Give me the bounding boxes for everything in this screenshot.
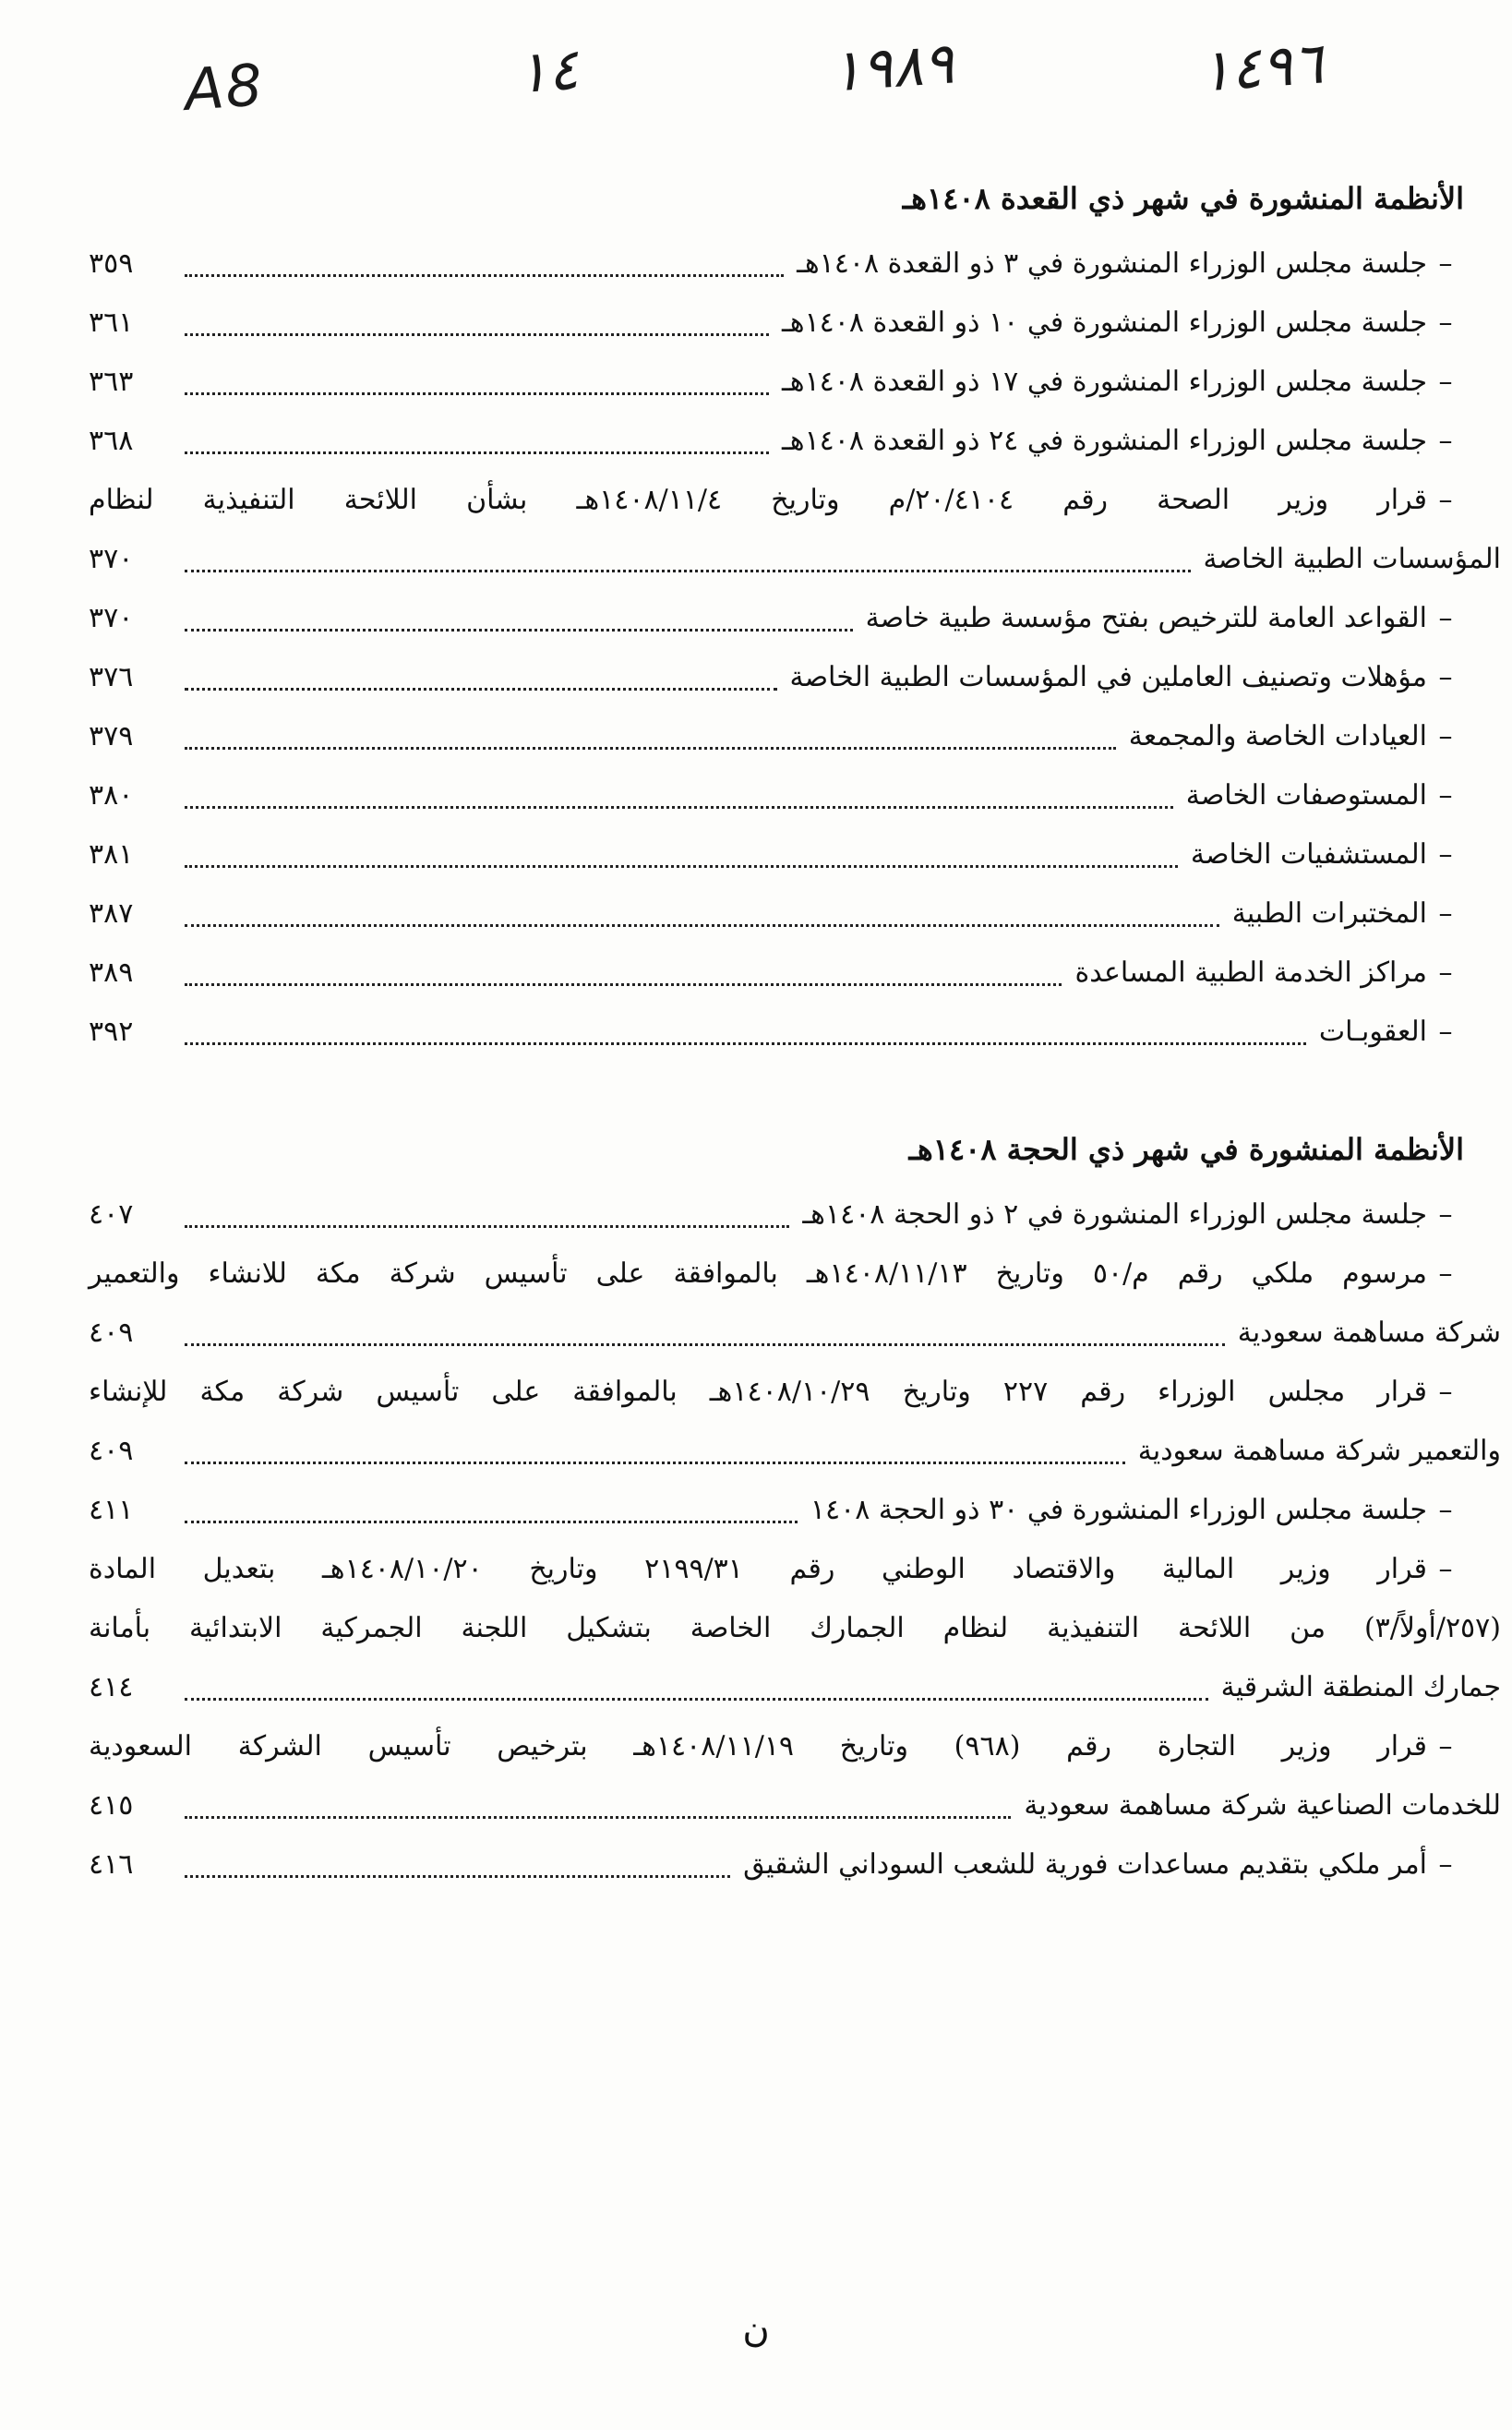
entry-text-continuation: شركة مساهمة سعودية bbox=[1237, 1317, 1501, 1349]
entry-text: جلسة مجلس الوزراء المنشورة في ٢٤ ذو القعدة ١٤٠٨هـ bbox=[781, 425, 1427, 457]
toc-entry-continuation bbox=[89, 530, 1501, 589]
entry-page: ٣٧٠ bbox=[89, 602, 134, 634]
entry-text: قرار وزير المالية والاقتصاد الوطني رقم ٢١٩٩/٣١ وتاريخ ١٤٠٨/١٠/٢٠هـ بتعديل المادة bbox=[89, 1553, 1427, 1585]
entry-page: ٤٠٩ bbox=[89, 1435, 134, 1467]
toc-entry: – مؤهلات وتصنيف العاملين في المؤسسات الطبية الخاصة ٣٧٦ bbox=[89, 648, 1464, 707]
toc-entry: – جلسة مجلس الوزراء المنشورة في ٢٤ ذو القعدة ١٤٠٨هـ ٣٦٨ bbox=[89, 412, 1464, 471]
handwritten-annotations bbox=[0, 28, 1512, 129]
entry-text: جلسة مجلس الوزراء المنشورة في ٣٠ ذو الحجة ١٤٠٨ bbox=[810, 1494, 1427, 1526]
toc-entry-continuation bbox=[89, 1776, 1501, 1835]
section-title: الأنظمة المنشورة في شهر ذي الحجة ١٤٠٨هـ bbox=[908, 1132, 1464, 1167]
toc-entry-continuation bbox=[89, 1304, 1501, 1363]
entry-page: ٤١٤ bbox=[89, 1671, 134, 1703]
entry-text: المختبرات الطبية bbox=[1231, 897, 1427, 930]
entry-page: ٣٦٨ bbox=[89, 425, 134, 457]
entry-text: جلسة مجلس الوزراء المنشورة في ٢ ذو الحجة ١٤٠٨هـ bbox=[802, 1198, 1427, 1231]
entry-text-continuation: المؤسسات الطبية الخاصة bbox=[1203, 543, 1501, 575]
entry-text: المستشفيات الخاصة bbox=[1190, 838, 1427, 871]
entry-text-continuation: جمارك المنطقة الشرقية bbox=[1220, 1671, 1501, 1703]
entry-page: ٤١٥ bbox=[89, 1789, 134, 1822]
entry-page: ٤١٦ bbox=[89, 1848, 134, 1881]
toc-entry: – مراكز الخدمة الطبية المساعدة ٣٨٩ bbox=[89, 944, 1464, 1003]
toc-entry: – قرار وزير التجارة رقم (٩٦٨) وتاريخ ١٤٠٨/١١/١٩هـ بترخيص تأسيس الشركة السعودية bbox=[89, 1717, 1464, 1776]
entry-page: ٣٨١ bbox=[89, 838, 134, 871]
entry-page: ٣٥٩ bbox=[89, 247, 134, 280]
toc-entry: – المختبرات الطبية ٣٨٧ bbox=[89, 884, 1464, 944]
toc-entry-continuation bbox=[89, 1658, 1501, 1717]
handwritten-code: A8 bbox=[182, 51, 267, 124]
toc-entry-continuation bbox=[89, 1422, 1501, 1481]
entry-text-continuation: والتعمير شركة مساهمة سعودية bbox=[1137, 1435, 1501, 1467]
entry-page: ٤١١ bbox=[89, 1494, 134, 1526]
toc-entry: – جلسة مجلس الوزراء المنشورة في ٣ ذو القعدة ١٤٠٨هـ ٣٥٩ bbox=[89, 235, 1464, 294]
entry-text: مؤهلات وتصنيف العاملين في المؤسسات الطبية الخاصة bbox=[789, 661, 1427, 693]
entry-text: المستوصفات الخاصة bbox=[1185, 779, 1427, 812]
handwritten-number: ١٤ bbox=[514, 34, 582, 107]
toc-entry: – جلسة مجلس الوزراء المنشورة في ٢ ذو الحجة ١٤٠٨هـ ٤٠٧ bbox=[89, 1185, 1464, 1245]
toc-entry: – قرار مجلس الوزراء رقم ٢٢٧ وتاريخ ١٤٠٨/١٠/٢٩هـ بالموافقة على تأسيس شركة مكة للإنشاء bbox=[89, 1363, 1464, 1422]
entry-text: قرار مجلس الوزراء رقم ٢٢٧ وتاريخ ١٤٠٨/١٠/٢٩هـ بالموافقة على تأسيس شركة مكة للإنشاء bbox=[89, 1376, 1427, 1408]
entry-page: ٤٠٩ bbox=[89, 1317, 134, 1349]
toc-entry: – أمر ملكي بتقديم مساعدات فورية للشعب السوداني الشقيق ٤١٦ bbox=[89, 1835, 1464, 1895]
entry-text: قرار وزير التجارة رقم (٩٦٨) وتاريخ ١٤٠٨/١١/١٩هـ بترخيص تأسيس الشركة السعودية bbox=[89, 1730, 1427, 1762]
table-of-contents bbox=[89, 175, 1501, 1895]
toc-entry: – العقوبـات ٣٩٢ bbox=[89, 1003, 1464, 1062]
handwritten-year: ١٩٨٩ bbox=[828, 29, 956, 105]
entry-text: العيادات الخاصة والمجمعة bbox=[1128, 720, 1427, 752]
toc-entry-continuation bbox=[89, 1599, 1501, 1658]
toc-entry: – المستوصفات الخاصة ٣٨٠ bbox=[89, 766, 1464, 825]
entry-text-continuation: للخدمات الصناعية شركة مساهمة سعودية bbox=[1024, 1789, 1501, 1822]
entry-text: العقوبـات bbox=[1318, 1016, 1427, 1048]
entry-page: ٣٨٧ bbox=[89, 897, 134, 930]
entry-text: جلسة مجلس الوزراء المنشورة في ٣ ذو القعدة ١٤٠٨هـ bbox=[797, 247, 1427, 280]
entry-text: أمر ملكي بتقديم مساعدات فورية للشعب السوداني الشقيق bbox=[743, 1848, 1427, 1881]
entry-text: مرسوم ملكي رقم م/٥٠ وتاريخ ١٤٠٨/١١/١٣هـ بالموافقة على تأسيس شركة مكة للانشاء والتعمير bbox=[89, 1257, 1427, 1290]
entry-text-continuation: (٢٥٧/أولاً/٣) من اللائحة التنفيذية لنظام الجمارك الخاصة بتشكيل اللجنة الجمركية الابتدائية بأمانة bbox=[89, 1612, 1501, 1644]
page-footer-letter: ن bbox=[742, 2308, 770, 2351]
toc-entry: – العيادات الخاصة والمجمعة ٣٧٩ bbox=[89, 707, 1464, 766]
entry-page: ٣٧٠ bbox=[89, 543, 134, 575]
toc-entry: – جلسة مجلس الوزراء المنشورة في ٣٠ ذو الحجة ١٤٠٨ ٤١١ bbox=[89, 1481, 1464, 1540]
entry-text: مراكز الخدمة الطبية المساعدة bbox=[1074, 956, 1427, 989]
entry-page: ٣٨٠ bbox=[89, 779, 134, 812]
entry-page: ٤٠٧ bbox=[89, 1198, 134, 1231]
toc-entry: – جلسة مجلس الوزراء المنشورة في ١٧ ذو القعدة ١٤٠٨هـ ٣٦٣ bbox=[89, 353, 1464, 412]
entry-text: القواعد العامة للترخيص بفتح مؤسسة طبية خاصة bbox=[865, 602, 1427, 634]
entry-page: ٣٩٢ bbox=[89, 1016, 134, 1048]
entry-page: ٣٦١ bbox=[89, 307, 134, 339]
toc-entry: – قرار وزير الصحة رقم ٢٠/٤١٠٤/م وتاريخ ١٤٠٨/١١/٤هـ بشأن اللائحة التنفيذية لنظام bbox=[89, 471, 1464, 530]
entry-page: ٣٧٩ bbox=[89, 720, 134, 752]
entry-page: ٣٦٣ bbox=[89, 366, 134, 398]
entry-page: ٣٧٦ bbox=[89, 661, 134, 693]
entry-text: قرار وزير الصحة رقم ٢٠/٤١٠٤/م وتاريخ ١٤٠٨/١١/٤هـ بشأن اللائحة التنفيذية لنظام bbox=[89, 484, 1427, 516]
section-title: الأنظمة المنشورة في شهر ذي القعدة ١٤٠٨هـ bbox=[902, 181, 1464, 216]
entry-text: جلسة مجلس الوزراء المنشورة في ١٠ ذو القعدة ١٤٠٨هـ bbox=[781, 307, 1427, 339]
toc-entry: – مرسوم ملكي رقم م/٥٠ وتاريخ ١٤٠٨/١١/١٣هـ بالموافقة على تأسيس شركة مكة للانشاء والتعمير bbox=[89, 1245, 1464, 1304]
entry-page: ٣٨٩ bbox=[89, 956, 134, 989]
handwritten-ref: ١٤٩٦ bbox=[1197, 29, 1326, 105]
toc-entry: – القواعد العامة للترخيص بفتح مؤسسة طبية خاصة ٣٧٠ bbox=[89, 589, 1464, 648]
toc-entry: – قرار وزير المالية والاقتصاد الوطني رقم ٢١٩٩/٣١ وتاريخ ١٤٠٨/١٠/٢٠هـ بتعديل المادة bbox=[89, 1540, 1464, 1599]
entry-text: جلسة مجلس الوزراء المنشورة في ١٧ ذو القعدة ١٤٠٨هـ bbox=[781, 366, 1427, 398]
toc-entry: – المستشفيات الخاصة ٣٨١ bbox=[89, 825, 1464, 884]
toc-entry: – جلسة مجلس الوزراء المنشورة في ١٠ ذو القعدة ١٤٠٨هـ ٣٦١ bbox=[89, 294, 1464, 353]
